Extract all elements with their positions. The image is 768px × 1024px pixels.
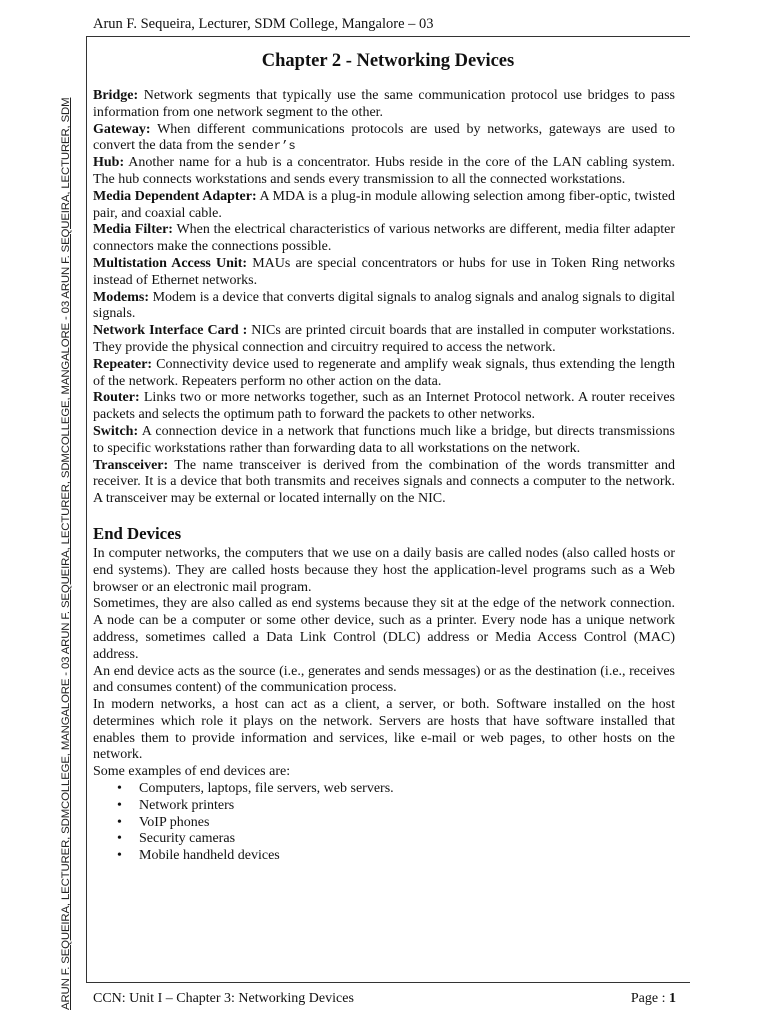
device-entry-mau	[93, 256, 675, 290]
device-term: Hub:	[93, 155, 125, 171]
device-desc: The name transceiver is derived from the combination of the words transmitter and receiver. It is a device that both transmits and receives signals and connects a computer to the network. A transceiver may be external or located internally on the NIC.	[93, 457, 675, 507]
header-rule	[86, 36, 690, 37]
paragraph: An end device acts as the source (i.e., generates and sends messages) or as the destination (i.e., receives and consumes content) of the communication process.	[93, 663, 675, 696]
list-item	[117, 797, 675, 815]
bullet-icon: •	[117, 831, 122, 847]
device-term: Repeater:	[93, 356, 153, 372]
device-entry-gateway	[93, 122, 675, 156]
device-term: Multistation Access Unit:	[93, 255, 248, 271]
paragraph: In modern networks, a host can act as a client, a server, or both. Software installed on the host determines which role it plays on the network. Servers are hosts that have software installed that enables them to provide information and services, like e-mail or web pages, to other hosts on the network.	[93, 697, 675, 763]
device-entry-media-filter	[93, 222, 675, 256]
list-item-text: VoIP phones	[139, 814, 210, 830]
paragraph: Some examples of end devices are:	[93, 764, 291, 780]
device-term: Bridge:	[93, 88, 139, 103]
page-label: Page :	[630, 991, 669, 1006]
list-item	[117, 831, 675, 848]
bullet-icon: •	[117, 781, 122, 797]
list-item-text: Mobile handheld devices	[139, 848, 280, 864]
list-item-text: Network printers	[139, 797, 235, 813]
bullet-icon: •	[117, 797, 122, 813]
device-entry-mda	[93, 189, 675, 223]
list-item-text: Security cameras	[139, 831, 236, 847]
device-desc: When different communications protocols are used by networks, gateways are used to convert the data from the	[93, 121, 675, 154]
device-term: Transceiver:	[93, 457, 169, 473]
device-term: Media Filter:	[93, 222, 173, 238]
device-entry-hub	[93, 155, 675, 189]
device-term: Media Dependent Adapter:	[93, 188, 257, 204]
device-desc: Connectivity device used to regenerate and amplify weak signals, thus extending the length of the network. Repeaters perform no other action on the data.	[93, 356, 675, 389]
list-item-text: Computers, laptops, file servers, web servers.	[139, 781, 394, 797]
device-desc: Network segments that typically use the same communication protocol use bridges to pass information from one network segment to the other.	[93, 88, 675, 120]
device-entry-router	[93, 390, 675, 424]
list-item	[117, 781, 675, 798]
device-desc: Another name for a hub is a concentrator. Hubs reside in the core of the LAN cabling system. The hub connects workstations and sends every transmission to all the connected workstations.	[93, 155, 675, 187]
device-term: Modems:	[93, 289, 149, 305]
device-entry-switch	[93, 424, 675, 458]
footer-page-number	[631, 990, 676, 1008]
device-desc: Links two or more networks together, such as an Internet Protocol network. A router receives packets and selects the optimum path to forward the packets to other networks.	[93, 390, 676, 423]
device-desc: When the electrical characteristics of various networks are different, media filter adapter connectors make the connections possible.	[93, 222, 676, 255]
device-desc: NICs are printed circuit boards that are installed in computer workstations. They provide the physical connection and circuitry required to access the network.	[93, 323, 675, 355]
device-desc: A MDA is a plug-in module allowing selection among fiber-optic, twisted pair, and coaxial cable.	[93, 188, 675, 221]
section-title-end-devices: End Devices	[93, 523, 182, 543]
bullet-icon: •	[117, 848, 122, 864]
device-desc: MAUs are special concentrators or hubs for use in Token Ring networks instead of Ethernet networks.	[93, 255, 676, 288]
bullet-icon: •	[117, 814, 122, 830]
device-entry-nic	[93, 323, 675, 357]
device-term: Gateway:	[93, 121, 151, 137]
paragraph: Sometimes, they are also called as end systems because they sit at the edge of the network connection. A node can be a computer or some other device, such as a printer. Every node has a unique network address, sometimes called a Data Link Control (DLC) address or Media Access Control (MAC) address.	[93, 596, 675, 662]
footer-rule	[86, 982, 690, 983]
chapter-title: Chapter 2 - Networking Devices	[261, 51, 515, 71]
device-term: Router:	[93, 390, 140, 406]
list-item	[117, 814, 675, 832]
document-body	[93, 88, 675, 865]
footer-course-title: CCN: Unit I – Chapter 3: Networking Devices	[93, 991, 354, 1006]
device-term: Network Interface Card :	[93, 323, 248, 339]
device-desc: A connection device in a network that functions much like a bridge, but directs transmissions to specific workstations rather than forwarding data to all workstations on the network.	[93, 423, 675, 456]
left-margin-rule	[86, 36, 87, 982]
device-entry-modems	[93, 290, 675, 324]
device-entry-transceiver	[93, 458, 675, 508]
device-desc: Modem is a device that converts digital signals to analog signals and analog signals to digital signals.	[93, 289, 676, 322]
device-term: Switch:	[93, 423, 139, 439]
page-header: Arun F. Sequeira, Lecturer, SDM College, Mangalore – 03	[93, 16, 434, 32]
device-desc-mono: sender’s	[237, 139, 296, 154]
device-entry-repeater	[93, 357, 675, 391]
side-watermark: ARUN F. SEQUEIRA, LECTURER, SDMCOLLEGE, MANGALORE - 03 ARUN F. SEQUEIRA, LECTURER, SDMCOLLEGE, MANGALORE - 03 ARUN F. SEQUEIRA, LECTURER, SDM	[60, 97, 72, 1010]
end-device-examples-list	[93, 781, 675, 865]
page-number: 1	[669, 991, 676, 1006]
device-entry-bridge	[93, 88, 675, 122]
list-item	[117, 848, 675, 865]
paragraph: In computer networks, the computers that we use on a daily basis are called nodes (also called hosts or end systems). They are called hosts because they host the application-level programs such as a Web browser or an electronic mail program.	[93, 545, 675, 595]
